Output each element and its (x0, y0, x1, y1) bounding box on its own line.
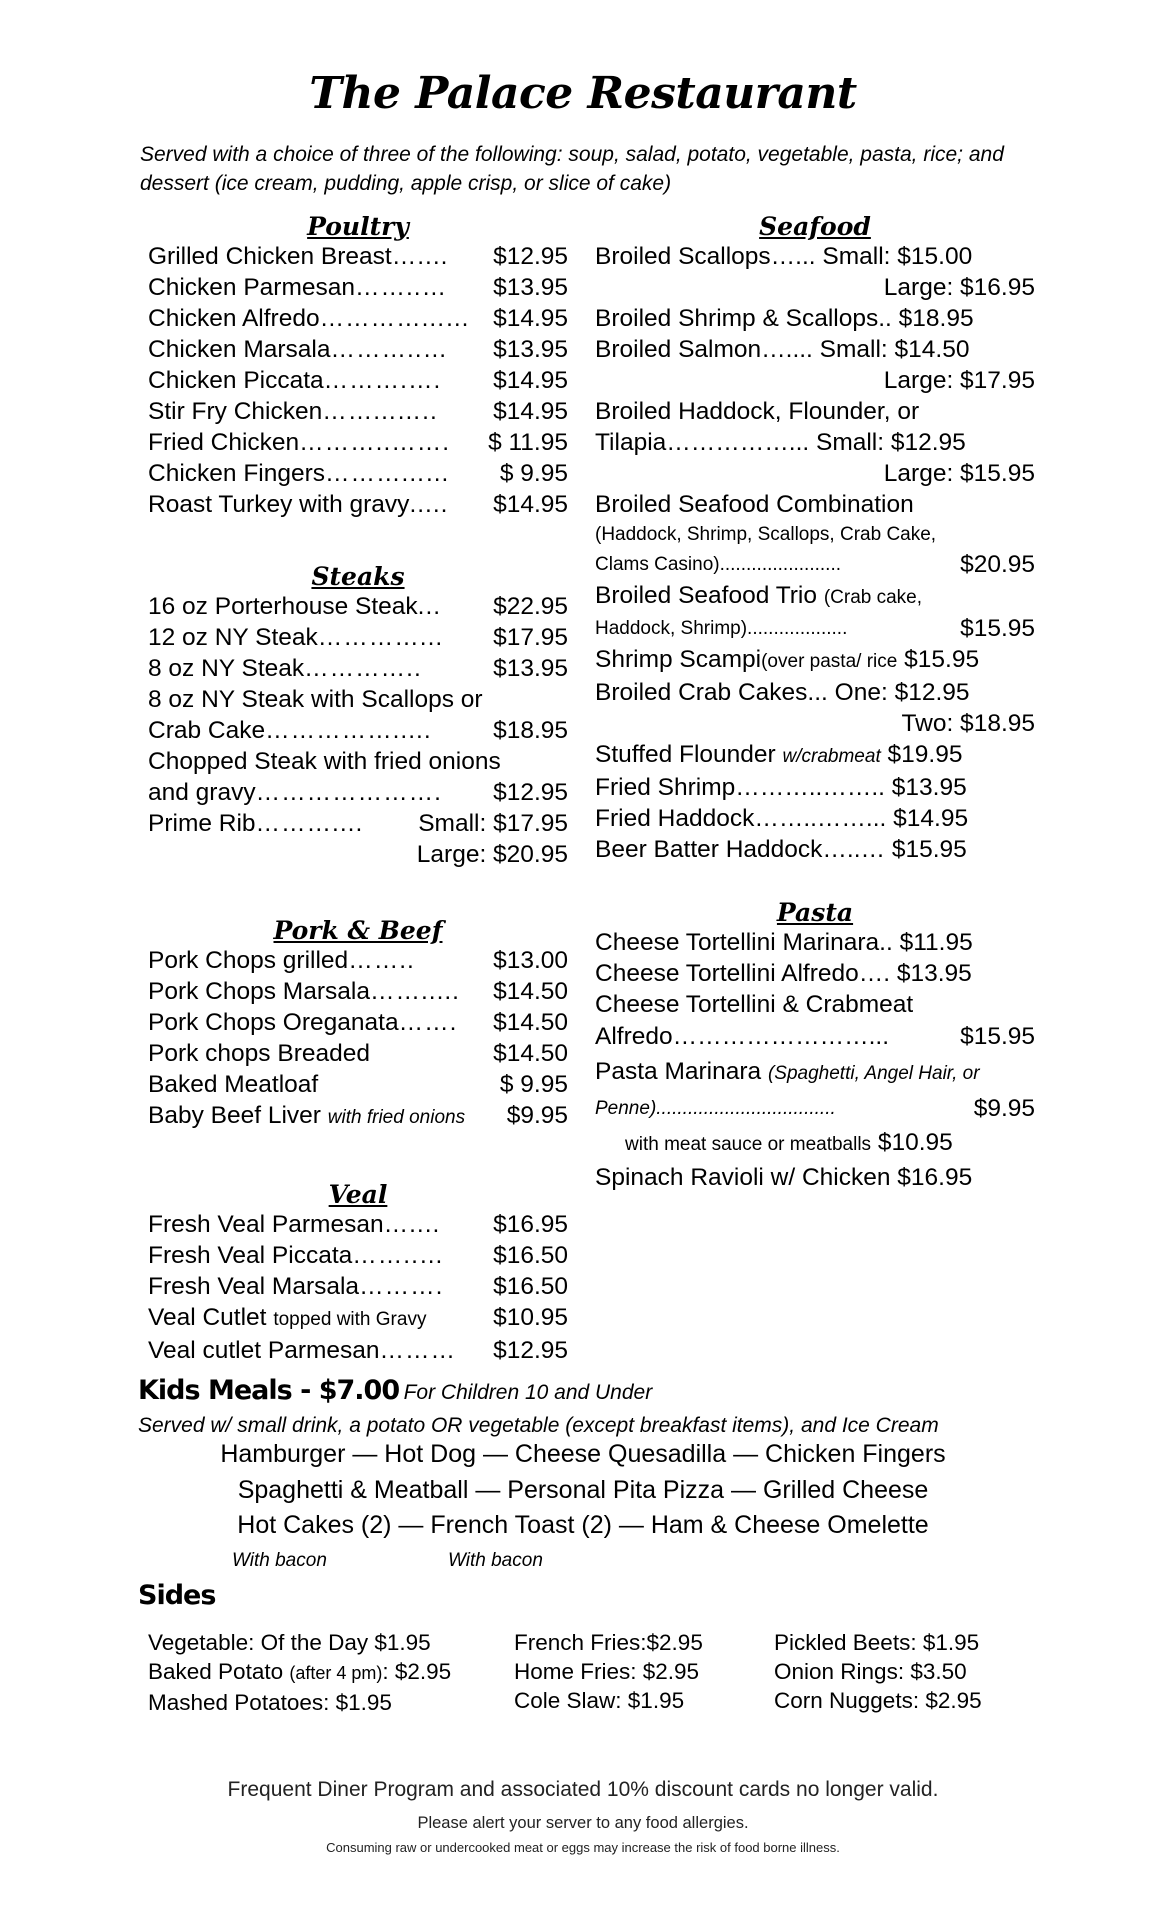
steaks-section (148, 562, 568, 870)
menu-item: and gravy …………………. $12.95 (148, 779, 568, 806)
menu-item: Stir Fry Chicken ……...….. $14.95 (148, 398, 568, 425)
seafood-heading: Seafood (759, 212, 871, 241)
menu-item: Stuffed Flounder w/crabmeat $19.95 (595, 741, 963, 768)
sides-column-2 (514, 1628, 703, 1715)
menu-item: Fresh Veal Parmesan ….... $16.95 (148, 1211, 568, 1238)
menu-item: Prime Rib ……….... Small: $17.95 (148, 810, 568, 837)
kids-meals-note: With bacon (448, 1550, 543, 1571)
side-item: Home Fries: $2.95 (514, 1659, 700, 1684)
sides-heading: Sides (138, 1580, 216, 1611)
menu-item: 16 oz Porterhouse Steak ... $22.95 (148, 593, 568, 620)
menu-item: Fresh Veal Marsala ………. $16.50 (148, 1273, 568, 1300)
kids-meals-row: Hot Cakes (2) — French Toast (2) — Ham & Cheese Omelette (237, 1511, 929, 1539)
menu-item: Chicken Parmesan ……..… $13.95 (148, 274, 568, 301)
menu-item: Fresh Veal Piccata ……..… $16.50 (148, 1242, 568, 1269)
menu-item: Broiled Crab Cakes... One: $12.95 (595, 679, 970, 706)
menu-item: 12 oz NY Steak …………... $17.95 (148, 624, 568, 651)
menu-item: Broiled Haddock, Flounder, or (595, 398, 920, 425)
footer-allergy-note: Please alert your server to any food allergies. (417, 1814, 749, 1832)
menu-item: Broiled Shrimp & Scallops.. $18.95 (595, 305, 974, 332)
menu-item: Roast Turkey with gravy ..... $14.95 (148, 491, 568, 518)
menu-item: Veal Cutlet topped with Gravy $10.95 (148, 1304, 568, 1331)
kids-meals-subtitle: For Children 10 and Under (403, 1381, 653, 1404)
menu-item: Broiled Salmon….... Small: $14.50 (595, 336, 970, 363)
menu-item: Pork Chops Oreganata ……. $14.50 (148, 1009, 568, 1036)
poultry-heading: Poultry (307, 212, 409, 241)
kids-meals-heading (138, 1375, 652, 1406)
menu-item: Beer Batter Haddock…..… $15.95 (595, 836, 967, 863)
sides-column-3 (774, 1628, 982, 1715)
side-item: Pickled Beets: $1.95 (774, 1630, 980, 1655)
pasta-heading: Pasta (776, 898, 854, 927)
menu-item-price: Large: $20.95 (416, 841, 568, 868)
menu-item: Cheese Tortellini Alfredo…. $13.95 (595, 960, 972, 987)
menu-item: Alfredo……………………... $15.95 (595, 1023, 1035, 1050)
seafood-section (595, 212, 1035, 865)
side-item: Mashed Potatoes: $1.95 (148, 1690, 392, 1715)
menu-item-price: Two: $18.95 (901, 710, 1035, 737)
menu-item: Pork Chops Marsala ……..... $14.50 (148, 978, 568, 1005)
kids-meals-served: Served w/ small drink, a potato OR vegetable (except breakfast items), and Ice Cream (138, 1414, 939, 1437)
menu-item: Crab Cake ……………..... $18.95 (148, 717, 568, 744)
menu-item: Chicken Marsala ………..… $13.95 (148, 336, 568, 363)
menu-item-name: 8 oz NY Steak with Scallops or (148, 686, 483, 713)
sides-column-1 (148, 1628, 451, 1717)
side-item: Onion Rings: $3.50 (774, 1659, 967, 1684)
menu-item: Baby Beef Liver with fried onions $9.95 (148, 1102, 568, 1129)
side-item: Corn Nuggets: $2.95 (774, 1688, 982, 1713)
menu-item: Baked Meatloaf $ 9.95 (148, 1071, 568, 1098)
menu-item: Broiled Scallops…... Small: $15.00 (595, 243, 973, 270)
kids-meals-note: With bacon (232, 1550, 327, 1571)
menu-item: Shrimp Scampi(over pasta/ rice $15.95 (595, 646, 980, 673)
menu-item: Haddock, Shrimp)................... $15.95 (595, 615, 1035, 642)
kids-meals-row: Spaghetti & Meatball — Personal Pita Pizza — Grilled Cheese (237, 1476, 929, 1504)
intro-text: Served with a choice of three of the following: soup, salad, potato, vegetable, pasta, rice; and dessert (ice cream, pudding, apple crisp, or slice of cake) (140, 143, 1004, 195)
menu-item: Broiled Seafood Combination (595, 491, 914, 518)
menu-item: Fried Shrimp………..…….. $13.95 (595, 774, 967, 801)
veal-heading: Veal (328, 1180, 388, 1209)
kids-meals-row: Hamburger — Hot Dog — Cheese Quesadilla — Chicken Fingers (220, 1440, 946, 1468)
menu-item: Grilled Chicken Breast ….... $12.95 (148, 243, 568, 270)
menu-item: Broiled Seafood Trio (Crab cake, (595, 582, 923, 609)
menu-item: Pasta Marinara (Spaghetti, Angel Hair, or (595, 1058, 980, 1085)
menu-item: 8 oz NY Steak ………….. $13.95 (148, 655, 568, 682)
kids-meals-title: Kids Meals - $7.00 (138, 1375, 400, 1406)
menu-item: Cheese Tortellini & Crabmeat (595, 991, 914, 1018)
menu-item: Clams Casino)....................... $20.95 (595, 551, 1035, 578)
pork-beef-section (148, 916, 568, 1133)
menu-item-price: Large: $17.95 (883, 367, 1035, 394)
menu-item: Chicken Alfredo …………...… $14.95 (148, 305, 568, 332)
menu-item: Cheese Tortellini Marinara.. $11.95 (595, 929, 973, 956)
side-item: French Fries:$2.95 (514, 1630, 703, 1655)
pork-beef-heading: Pork & Beef (273, 916, 443, 945)
side-item: Cole Slaw: $1.95 (514, 1688, 685, 1713)
menu-item: Tilapia……………... Small: $12.95 (595, 429, 966, 456)
menu-item: with meat sauce or meatballs $10.95 (625, 1129, 953, 1156)
poultry-section (148, 212, 568, 520)
menu-item-description: (Haddock, Shrimp, Scallops, Crab Cake, (595, 524, 937, 545)
footer-discount-note: Frequent Diner Program and associated 10% discount cards no longer valid. (227, 1778, 939, 1801)
side-item: Vegetable: Of the Day $1.95 (148, 1630, 431, 1655)
menu-item: Penne).................................. $9.95 (595, 1095, 1035, 1122)
menu-item: Fried Chicken ………..……. $ 11.95 (148, 429, 568, 456)
menu-item: Pork chops Breaded $14.50 (148, 1040, 568, 1067)
steaks-heading: Steaks (311, 562, 405, 591)
menu-item: Pork Chops grilled …….. $13.00 (148, 947, 568, 974)
restaurant-title: The Palace Restaurant (309, 68, 857, 119)
menu-item-price: Large: $16.95 (883, 274, 1035, 301)
menu-item: Fried Haddock……..……... $14.95 (595, 805, 969, 832)
menu-item: Chicken Piccata ……….…. $14.95 (148, 367, 568, 394)
menu-item: Veal cutlet Parmesan ……… $12.95 (148, 1337, 568, 1364)
veal-section (148, 1180, 568, 1366)
menu-item: Chicken Fingers ………...… $ 9.95 (148, 460, 568, 487)
footer-health-warning: Consuming raw or undercooked meat or eggs may increase the risk of food borne illness. (326, 1840, 840, 1855)
menu-item: Spinach Ravioli w/ Chicken $16.95 (595, 1164, 973, 1191)
menu-item-name: Chopped Steak with fried onions (148, 748, 501, 775)
menu-item-price: Large: $15.95 (883, 460, 1035, 487)
side-item: Baked Potato (after 4 pm): $2.95 (148, 1659, 452, 1684)
pasta-section (595, 898, 1035, 1193)
